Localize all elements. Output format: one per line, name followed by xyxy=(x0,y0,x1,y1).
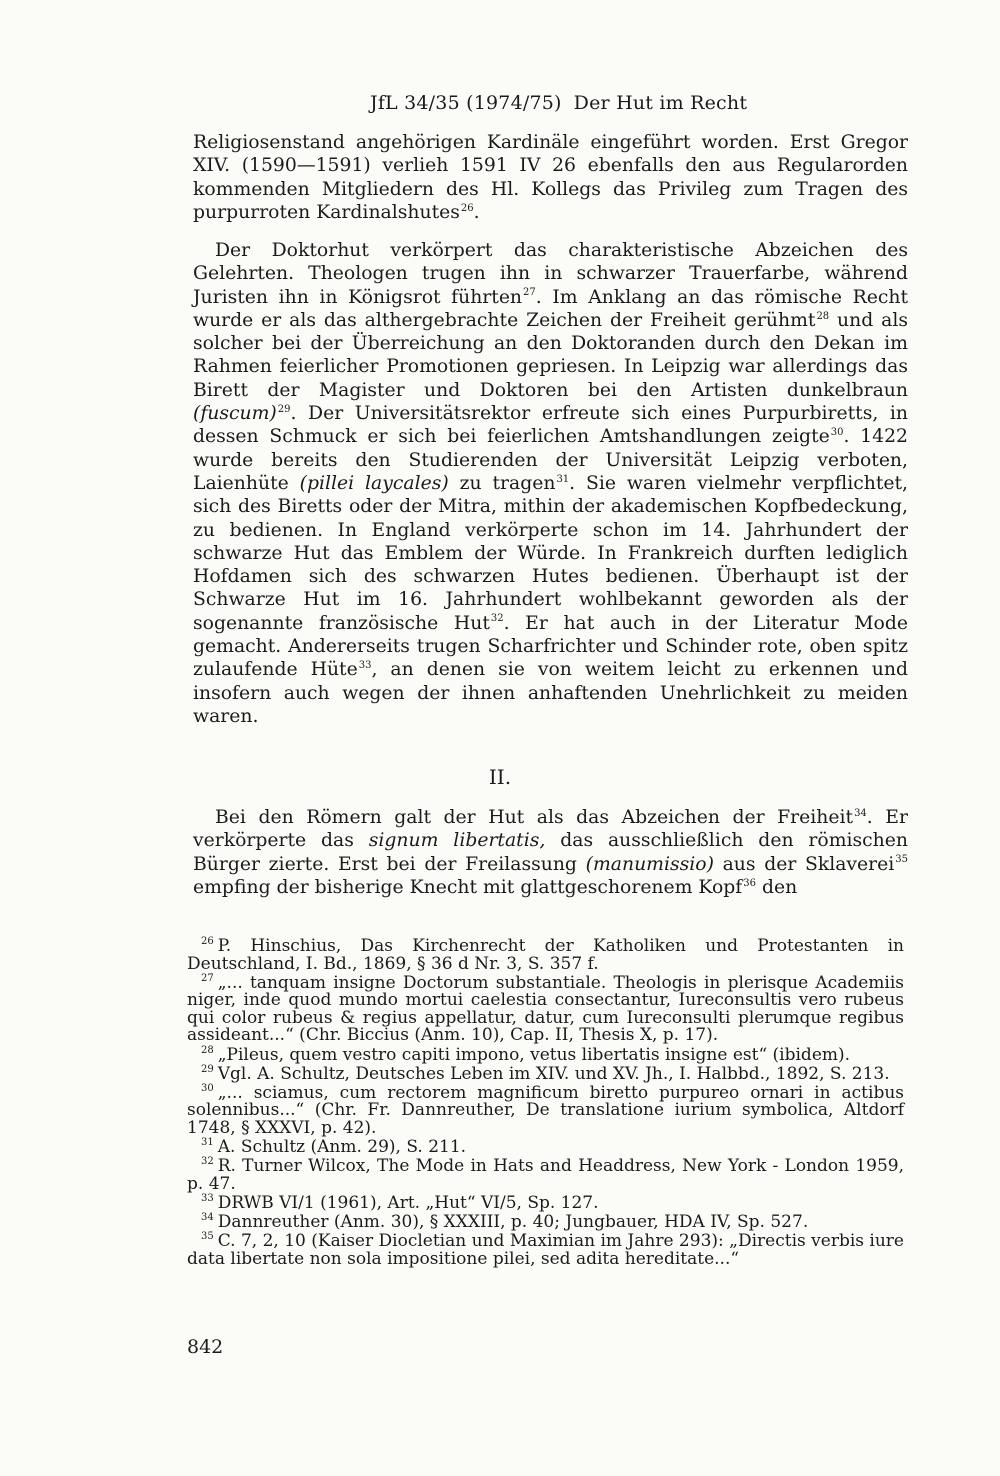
text-run: Bei den Römern galt der Hut als das Abzeichen der Freiheit xyxy=(215,807,854,828)
footnote-text: C. 7, 2, 10 (Kaiser Diocletian und Maximian im Jahre 293): „Directis verbis iure data libertate non sola impositione pilei, sed adita hereditate...“ xyxy=(187,1231,904,1269)
footnote-number: 28 xyxy=(201,1044,214,1056)
footnote-number: 31 xyxy=(201,1137,214,1149)
footnote-text: A. Schultz (Anm. 29), S. 211. xyxy=(217,1137,467,1158)
footnote-ref: 30 xyxy=(830,427,844,439)
footnote-number: 35 xyxy=(201,1231,214,1243)
text-run: den xyxy=(755,876,798,898)
text-run: zu tragen xyxy=(448,472,556,494)
text-run: , an denen sie von weitem leicht zu erkennen und insofern auch wegen der ihnen anhaftenden Unehrlichkeit zu meiden waren. xyxy=(193,659,908,727)
footnote-ref: 34 xyxy=(854,807,867,819)
footnote xyxy=(187,1139,904,1157)
text-run: das ausschließlich den römischen Bürger zierte. Erst bei der Freilassung xyxy=(193,830,908,875)
body-text-doktorhut xyxy=(193,239,908,728)
footnote-number: 27 xyxy=(201,973,214,985)
paragraph xyxy=(193,131,908,224)
paragraph xyxy=(193,239,908,728)
text-run: . 1422 wurde bereits den Studierenden der Universität Leipzig verboten, Laienhüte xyxy=(193,426,908,494)
footnote-text: „... sciamus, cum rectorem magnificum biretto purpureo ornari in actibus solennibus...“ (Chr. Fr. Dannreuther, De translatione iurium symbolica, Altdorf 1748, § XXXVI, p. 42). xyxy=(187,1082,904,1138)
footnote-ref: 27 xyxy=(523,287,536,299)
footnote-text: „... tanquam insigne Doctorum substantiale. Theologis in plerisque Academiis niger, inde quod mundo mortui caelestia consectantur, Iureconsultis vero rubeus qui color rubeus & regius appellatur, datur, cum Iureconsulti plerumque regibus assideant...“ (Chr. Biccius (Anm. 10), Cap. II, Thesis X, p. 17). xyxy=(187,972,904,1046)
footnote-ref: 33 xyxy=(358,660,372,672)
footnote xyxy=(187,1063,904,1084)
text-run: Religiosenstand angehörigen Kardinäle eingeführt worden. Erst Gregor XIV. (1590—1591) verlieh 1591 IV 26 ebenfalls den aus Regularorden kommenden Mitgliedern des Hl. Kollegs das Privileg zum Tragen des purpurroten Kardinalshutes xyxy=(193,132,908,223)
text-run: . Im Anklang an das römische Recht wurde er als das althergebrachte Zeichen der Freiheit gerühmt xyxy=(193,286,909,331)
footnote-ref: 32 xyxy=(490,613,504,625)
text-run: . Er verkörperte das xyxy=(193,807,908,852)
footnote-ref: 36 xyxy=(743,877,756,889)
footnote-number: 29 xyxy=(201,1064,214,1075)
footnote xyxy=(187,1158,904,1193)
footnote-text: Vgl. A. Schultz, Deutsches Leben im XIV. und XV. Jh., I. Halbbd., 1892, S. 213. xyxy=(217,1063,890,1084)
footnote-number: 34 xyxy=(201,1212,214,1224)
footnote-number: 33 xyxy=(201,1193,214,1205)
footnote-ref: 35 xyxy=(895,854,908,866)
running-head-title: Der Hut im Recht xyxy=(573,92,748,114)
italic-term: (manumissio) xyxy=(585,853,714,875)
footnote xyxy=(187,1192,904,1213)
italic-term: (pillei laycales) xyxy=(299,472,449,494)
body-text-continuation xyxy=(193,131,908,224)
footnote-number: 32 xyxy=(201,1156,214,1168)
text-run: . Der Universitätsrektor erfreute sich eines Purpurbiretts, in dessen Schmuck er sich bei feierlichen Amtshandlungen zeigte xyxy=(193,403,908,448)
footnote-ref: 26 xyxy=(460,202,474,214)
footnote-text: „Pileus, quem vestro capiti impono, vetus libertatis insigne est“ (ibidem). xyxy=(217,1044,851,1065)
body-text-section-ii xyxy=(193,806,908,899)
text-run: empfing der bisherige Knecht mit glattgeschorenem Kopf xyxy=(193,876,743,898)
footnote-ref: 31 xyxy=(556,473,570,485)
paragraph xyxy=(193,806,908,899)
text-run: . Sie waren vielmehr verpflichtet, sich des Biretts oder der Mitra, mithin der akademischen Kopfbedeckung, zu bedienen. In England verkörperte schon im 14. Jahrhundert der schwarze Hut das Emblem der Würde. In Frankreich durften lediglich Hofdamen sich des schwarzen Hutes bedienen. Überhaupt ist der Schwarze Hut im 16. Jahrhundert wohlbekannt geworden als der sogenannte französische Hut xyxy=(193,472,908,634)
footnotes xyxy=(187,938,904,1270)
page-number: 842 xyxy=(187,1336,224,1358)
section-heading: II. xyxy=(488,765,512,789)
footnote-text: P. Hinschius, Das Kirchenrecht der Katholiken und Protestanten in Deutschland, I. Bd., 1869, § 36 d Nr. 3, S. 357 f. xyxy=(187,936,904,974)
footnote-number: 30 xyxy=(201,1083,214,1095)
footnote-ref: 28 xyxy=(816,310,830,322)
text-run: . Er hat auch in der Literatur Mode gemacht. Andererseits trugen Scharfrichter und Schinder rote, oben spitz zulaufende Hüte xyxy=(193,612,908,681)
running-head xyxy=(370,92,747,114)
footnote-text: DRWB VI/1 (1961), Art. „Hut“ VI/5, Sp. 127. xyxy=(217,1192,599,1213)
footnote-text: R. Turner Wilcox, The Mode in Hats and Headdress, New York - London 1959, p. 47. xyxy=(187,1156,904,1194)
text-run: Der Doktorhut verkörpert das charakteristische Abzeichen des Gelehrten. Theologen trugen ihn in schwarzer Trauerfarbe, während Juristen ihn in Königsrot führten xyxy=(193,240,908,308)
footnote-text: Dannreuther (Anm. 30), § XXXIII, p. 40; Jungbauer, HDA IV, Sp. 527. xyxy=(217,1211,809,1232)
text-run: und als solcher bei der Überreichung an den Doktoranden durch den Dekan im Rahmen feierlicher Promotionen gepriesen. In Leipzig war allerdings das Birett der Magister und Doktoren bei den Artisten dunkelbraun xyxy=(193,309,909,401)
footnote xyxy=(187,972,904,1046)
italic-term: signum libertatis, xyxy=(368,830,546,852)
footnote-number: 26 xyxy=(201,936,214,948)
footnote xyxy=(187,1211,904,1232)
italic-term: (fuscum) xyxy=(193,403,277,425)
footnote xyxy=(187,1044,904,1065)
text-run: aus der Sklaverei xyxy=(713,853,895,875)
footnote xyxy=(187,938,904,973)
text-run: . xyxy=(473,201,480,223)
running-head-journal: JfL 34/35 (1974/75) xyxy=(370,92,562,114)
footnote xyxy=(187,1082,904,1138)
footnote-ref: 29 xyxy=(277,403,291,415)
footnote xyxy=(187,1233,904,1268)
